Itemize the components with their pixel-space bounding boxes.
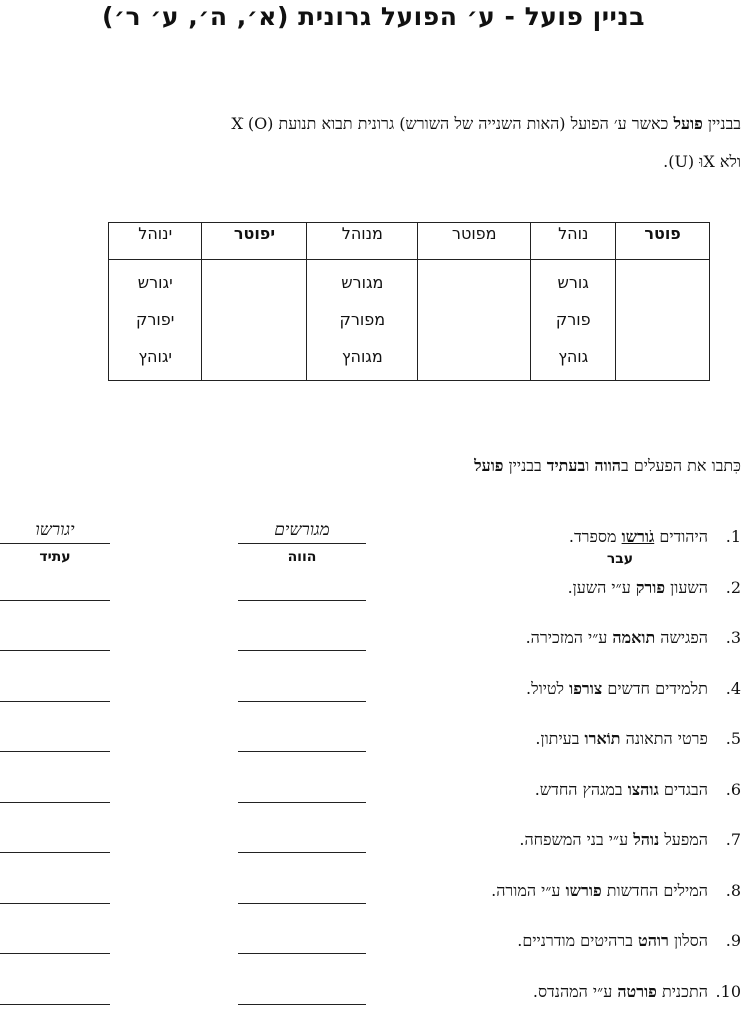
table-cell-word: גוהץ: [558, 347, 589, 366]
sentence-item: [371, 628, 741, 648]
sentence-text: מספרד.: [568, 527, 622, 546]
sentence-item: [371, 679, 741, 699]
example-present-line: [238, 543, 366, 544]
sentence-item: [371, 931, 741, 951]
sentence-verb: רוהט: [638, 931, 669, 950]
sentence-verb: תואמה: [612, 628, 656, 647]
sentence-item: [371, 780, 741, 800]
sentence-number: 5.: [725, 729, 741, 748]
sentence-number: 4.: [725, 678, 741, 698]
sentence-number: 9.: [725, 931, 741, 950]
sentence-number: 1.: [725, 527, 741, 546]
sentence-verb: נוהל: [633, 830, 660, 849]
present-answer-line[interactable]: [238, 953, 366, 954]
present-answer-line[interactable]: [238, 600, 366, 601]
sentence-text: ע״י המהנדס.: [532, 981, 618, 1001]
table-cell-word: מגוהץ: [341, 347, 383, 366]
sentence-item: [371, 881, 741, 901]
sentence-text: המילים החדשות: [601, 880, 708, 900]
sentence-number: 2.: [725, 577, 741, 597]
present-answer-line[interactable]: [238, 751, 366, 752]
table-cell-word: יגורש: [137, 273, 173, 292]
present-answer-line[interactable]: [238, 802, 366, 803]
table-cell: [307, 260, 418, 381]
sentence-item: [371, 729, 741, 749]
future-answer-line[interactable]: [0, 1004, 110, 1005]
sentence-text: ע״י השען.: [567, 577, 636, 597]
future-answer-line[interactable]: [0, 751, 110, 752]
sentence-text: ברהיטים מודרניים.: [517, 931, 639, 950]
table-cell-word: יפורק: [136, 310, 175, 329]
sentence-verb: פורק: [635, 577, 666, 597]
table-header-cell: יפוטר: [202, 223, 307, 260]
example-future-answer: יגורשו: [35, 520, 75, 540]
table-cell: [616, 260, 710, 381]
future-column-header: עתיד: [39, 549, 71, 565]
table-cell: [418, 260, 531, 381]
sentence-verb: גֹורשו: [621, 527, 655, 546]
present-answer-line[interactable]: [238, 701, 366, 702]
table-header-cell: מנוהל: [307, 223, 418, 260]
sentence-verb: צורפו: [569, 678, 603, 698]
table-cell: [109, 260, 202, 381]
table-header-cell: פוטר: [616, 223, 710, 260]
sentence-text: ע״י בני המשפחה.: [519, 830, 634, 849]
intro-line-2: ולא Xוּ (U).: [663, 152, 741, 171]
sentence-text: היהודים: [654, 527, 708, 546]
sentence-number: 6.: [725, 779, 741, 799]
present-answer-line[interactable]: [238, 903, 366, 904]
future-answer-line[interactable]: [0, 802, 110, 803]
sentence-item: [371, 830, 741, 850]
sentence-number: 7.: [725, 830, 741, 849]
table-body-row: [109, 260, 710, 381]
table-cell-word: פורק: [555, 310, 591, 329]
present-column-header: הווה: [287, 549, 317, 565]
table-cell-word: מפורק: [339, 310, 386, 329]
sentence-verb: גוהצו: [627, 779, 659, 799]
sentence-text: התכנית: [656, 981, 708, 1001]
example-present-answer: מגורשים: [274, 520, 330, 540]
table-header-cell: מפוטר: [418, 223, 531, 260]
sentence-number: 10.: [715, 981, 741, 1001]
sentence-text: בעיתון.: [535, 729, 585, 748]
table-header-cell: ינוהל: [109, 223, 202, 260]
table-cell: [531, 260, 616, 381]
sentence-number: 8.: [725, 880, 741, 900]
sentence-text: פרטי התאונה: [620, 729, 708, 748]
sentence-text: לטיול.: [526, 678, 570, 698]
table-cell-word: מגורש: [341, 273, 384, 292]
future-answer-line[interactable]: [0, 903, 110, 904]
conjugation-table: [108, 222, 710, 381]
sentence-item: [371, 982, 741, 1002]
sentence-text: במגהץ החדש.: [534, 779, 628, 799]
sentence-text: ע״י המזכירה.: [525, 628, 613, 647]
future-answer-line[interactable]: [0, 600, 110, 601]
example-future-line: [0, 543, 110, 544]
sentence-item: [371, 578, 741, 598]
sentence-number: 3.: [725, 628, 741, 647]
table-cell-word: גורש: [557, 273, 589, 292]
sentence-text: הסלון: [668, 931, 708, 950]
sentence-verb: פורשו: [565, 880, 602, 900]
sentence-text: ע״י המורה.: [491, 880, 566, 900]
intro-line-1: בבניין פועל כאשר ע׳ הפועל (האות השנייה של השורש) גרונית תבוא תנועת Xֹ (O): [231, 114, 741, 133]
table-header-row: [109, 223, 710, 260]
sentence-text: השעון: [665, 577, 708, 597]
sentence-text: המפעל: [659, 830, 708, 849]
future-answer-line[interactable]: [0, 650, 110, 651]
present-answer-line[interactable]: [238, 1004, 366, 1005]
sentence-verb: פורטה: [617, 981, 657, 1001]
sentence-text: הבגדים: [658, 779, 708, 799]
sentence-verb: תוֹארו: [584, 729, 621, 748]
past-label: עבר: [606, 551, 634, 567]
table-cell-word: יגוהץ: [138, 347, 173, 366]
page-title: בניין פועל - ע׳ הפועל גרונית (א׳, ה׳, ע׳ ר׳): [102, 2, 645, 31]
table-header-cell: נוהל: [531, 223, 616, 260]
future-answer-line[interactable]: [0, 953, 110, 954]
exercise-instructions: כִּתבו את הפעלים בהווה ובעתיד בבניין פועל: [474, 456, 741, 475]
sentence-text: הפגישה: [655, 628, 708, 647]
present-answer-line[interactable]: [238, 650, 366, 651]
present-answer-line[interactable]: [238, 852, 366, 853]
future-answer-line[interactable]: [0, 701, 110, 702]
sentence-text: תלמידים חדשים: [602, 678, 708, 698]
table-cell: [202, 260, 307, 381]
future-answer-line[interactable]: [0, 852, 110, 853]
sentence-item: [371, 527, 741, 547]
